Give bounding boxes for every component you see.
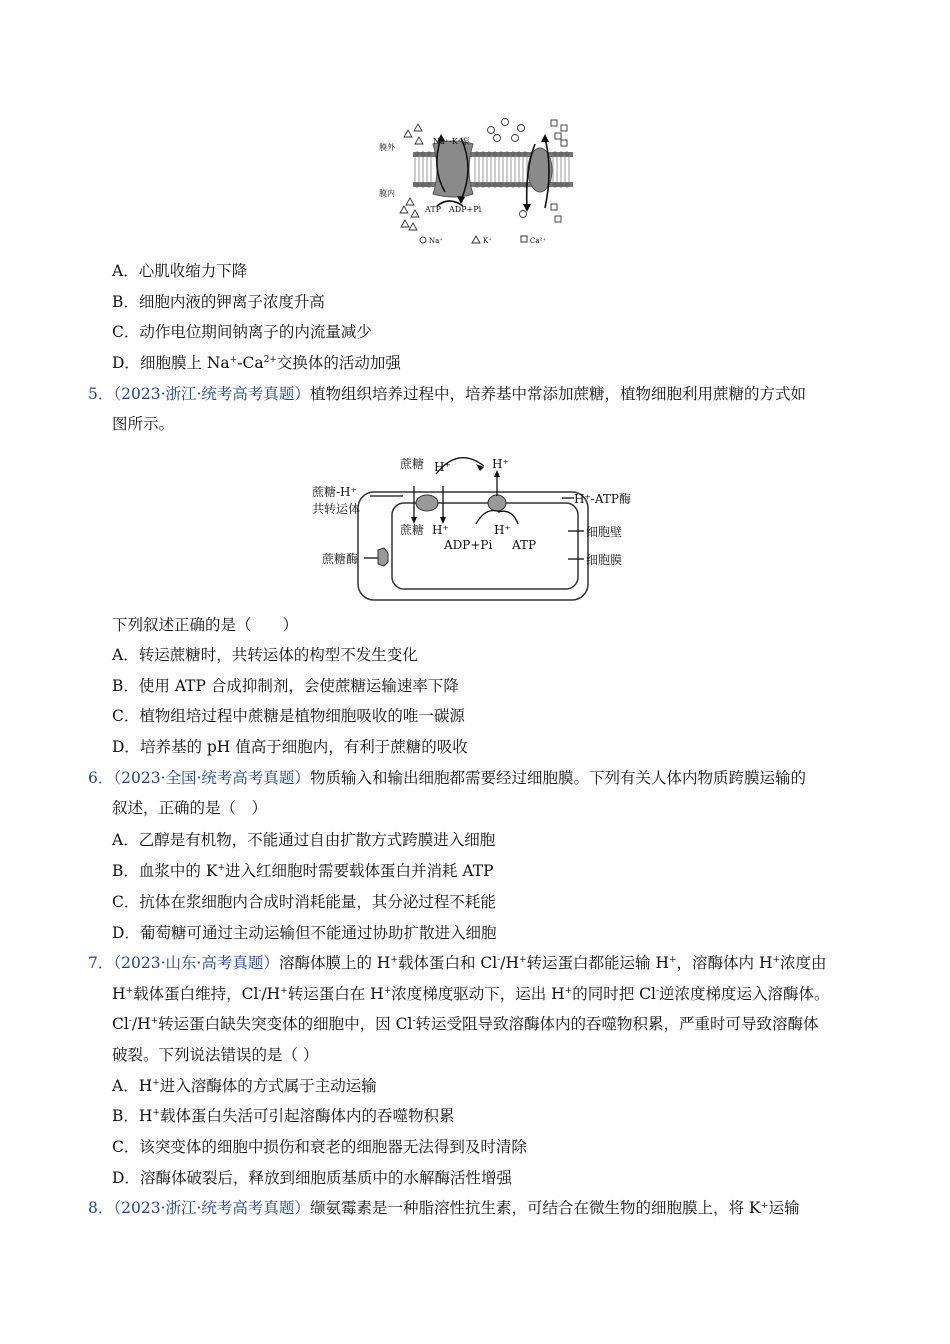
na-k-pump-protein xyxy=(433,141,473,197)
fig2-cell-wall-label: 细胞壁 xyxy=(586,525,623,539)
fig2-atpase-label: H⁺-ATP酶 xyxy=(574,492,631,506)
q5-prompt: 下列叙述正确的是（ ） xyxy=(112,616,299,634)
pump-label: Na⁺-K⁺泵 xyxy=(433,137,470,146)
q5-stem-line1: 5．（2023·浙江·统考高考真题）植物组织培养过程中，培养基中常添加蔗糖，植物细胞利用蔗糖的方式如 xyxy=(88,385,806,403)
q7-stem-line1: 7．（2023·山东·高考真题）溶酶体膜上的 H+载体蛋白和 Cl-/H+转运蛋白都能运输 H+，溶酶体内 H+浓度由 xyxy=(88,954,827,972)
membrane-pump-figure xyxy=(375,108,575,250)
q5-option-c: C．植物组培过程中蔗糖是植物细胞吸收的唯一碳源 xyxy=(112,707,465,725)
q6-option-b: B．血浆中的 K+进入红细胞时需要载体蛋白并消耗 ATP xyxy=(112,862,494,880)
fig2-sucrose-in: 蔗糖 xyxy=(400,523,425,537)
q6-stem-line1: 6．（2023·全国·统考高考真题）物质输入和输出细胞都需要经过细胞膜。下列有关人体内物质跨膜运输的 xyxy=(88,769,806,787)
legend-ca: Ca²⁺ xyxy=(530,237,547,245)
fig2-sucrase-label: 蔗糖酶 xyxy=(322,552,359,566)
atpase-shape xyxy=(488,495,506,511)
q5-option-b: B．使用 ATP 合成抑制剂，会使蔗糖运输速率下降 xyxy=(112,677,459,695)
fig2-cell-membrane-label: 细胞膜 xyxy=(586,553,623,567)
q7-option-c: C．该突变体的细胞中损伤和衰老的细胞器无法得到及时清除 xyxy=(112,1138,527,1156)
legend-na: Na⁺ xyxy=(429,237,443,245)
fig2-cotransporter-label2: 共转运体 xyxy=(312,502,361,516)
legend-k: K⁺ xyxy=(483,237,492,245)
sucrose-transport-figure xyxy=(308,452,648,604)
k-ion-markers xyxy=(400,124,423,230)
cotransporter-shape xyxy=(416,495,438,511)
fig2-cotransporter-label1: 蔗糖-H⁺ xyxy=(312,485,357,499)
q6-stem-line2: 叙述，正确的是（ ） xyxy=(112,799,268,817)
fig2-adp: ADP+Pi xyxy=(444,538,493,552)
q6-option-c: C．抗体在浆细胞内合成时消耗能量，其分泌过程不耗能 xyxy=(112,893,496,911)
q7-stem-line3: Cl-/H+转运蛋白缺失突变体的细胞中，因 Cl-转运受阻导致溶酶体内的吞噬物积累，严重时可导致溶酶体 xyxy=(112,1015,819,1033)
q7-option-a: A．H+进入溶酶体的方式属于主动运输 xyxy=(112,1077,377,1095)
q5-stem-line2: 图所示。 xyxy=(112,415,175,433)
atp-label: ATP xyxy=(425,205,442,214)
q7-stem-line4: 破裂。下列说法错误的是（ ） xyxy=(112,1046,319,1064)
q8-stem-line1: 8．（2023·浙江·统考高考真题）缬氨霉素是一种脂溶性抗生素，可结合在微生物的细胞膜上，将 K⁺运输 xyxy=(88,1199,800,1217)
q5-option-a: A．转运蔗糖时，共转运体的构型不发生变化 xyxy=(112,646,418,664)
q6-option-a: A．乙醇是有机物，不能通过自由扩散方式跨膜进入细胞 xyxy=(112,831,496,849)
q7-option-d: D．溶酶体破裂后，释放到细胞质基质中的水解酶活性增强 xyxy=(112,1169,512,1187)
q6-option-d: D．葡萄糖可通过主动运输但不能通过协助扩散进入细胞 xyxy=(112,924,497,942)
q4-option-a: A．心肌收缩力下降 xyxy=(112,262,248,280)
adp-label: ADP+Pi xyxy=(449,205,482,214)
q4-option-d: D．细胞膜上 $Na^+-Ca^{2+}$交换体的活动加强 xyxy=(112,354,401,372)
fig2-h-top: H⁺ xyxy=(434,460,451,474)
q5-option-d: D．培养基的 pH 值高于细胞内，有利于蔗糖的吸收 xyxy=(112,738,468,756)
q4-option-b: B．细胞内液的钾离子浓度升高 xyxy=(112,293,325,311)
q7-option-b: B．H+载体蛋白失活可引起溶酶体内的吞噬物积累 xyxy=(112,1107,455,1125)
fig2-h-in: H⁺ xyxy=(432,523,449,537)
q7-stem-line2: H+载体蛋白维持，Cl-/H+转运蛋白在 H+浓度梯度驱动下，运出 H+的同时把 Cl-逆浓度梯度运入溶酶体。 xyxy=(112,985,830,1003)
fig2-h-top2: H⁺ xyxy=(492,457,509,471)
inside-label: 膜内 xyxy=(379,189,395,198)
fig2-h-in2: H⁺ xyxy=(494,523,511,537)
fig2-sucrose-top: 蔗糖 xyxy=(400,457,425,471)
q4-option-c: C．动作电位期间钠离子的内流量减少 xyxy=(112,323,372,341)
sucrase-shape xyxy=(378,548,388,566)
fig2-atp: ATP xyxy=(512,538,537,552)
outside-label: 膜外 xyxy=(379,143,395,152)
